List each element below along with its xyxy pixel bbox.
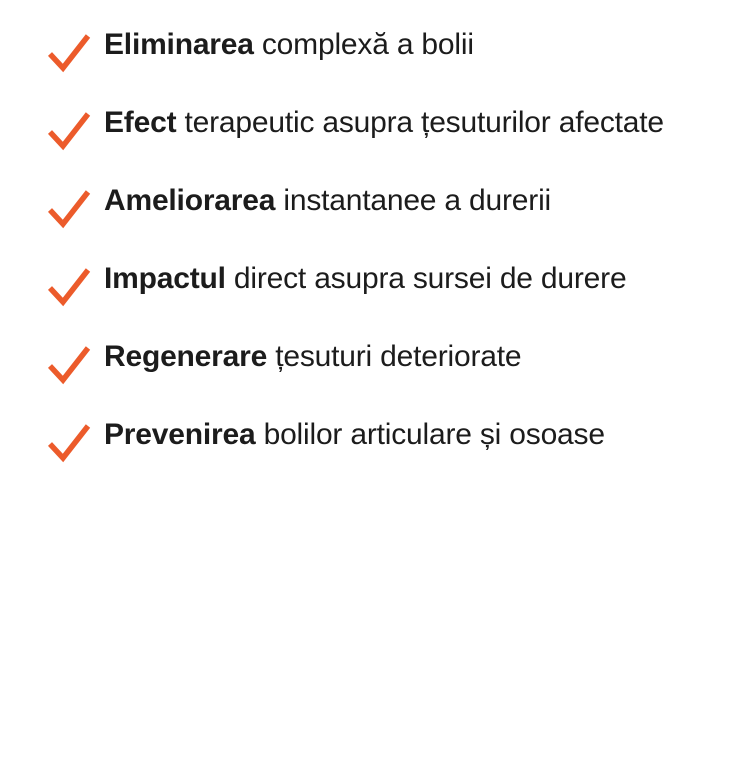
list-item [46,414,727,466]
check-icon [46,420,92,466]
check-icon [46,264,92,310]
benefit-text [104,180,551,221]
benefit-rest: direct asupra sursei de durere [225,262,627,295]
benefit-rest: bolilor articulare și osoase [255,418,605,451]
list-item [46,180,727,232]
benefit-lead: Efect [104,106,177,139]
benefit-lead: Regenerare [104,340,268,373]
check-icon [46,30,92,76]
benefit-lead: Eliminarea [104,28,254,61]
list-item [46,336,727,388]
benefit-text [104,24,474,65]
benefit-text [104,258,626,299]
list-item [46,102,727,154]
benefit-rest: instantanee a durerii [275,184,552,217]
benefit-lead: Ameliorarea [104,184,276,217]
list-item [46,258,727,310]
check-icon [46,108,92,154]
list-item [46,24,727,76]
benefit-rest: terapeutic asupra țesuturilor afectate [176,106,664,139]
benefit-lead: Prevenirea [104,418,256,451]
benefit-text [104,336,521,377]
benefit-rest: complexă a bolii [253,28,474,61]
check-icon [46,186,92,232]
benefit-rest: țesuturi deteriorate [267,340,522,373]
benefit-text [104,414,605,455]
benefit-text [104,102,664,143]
check-icon [46,342,92,388]
benefit-lead: Impactul [104,262,226,295]
